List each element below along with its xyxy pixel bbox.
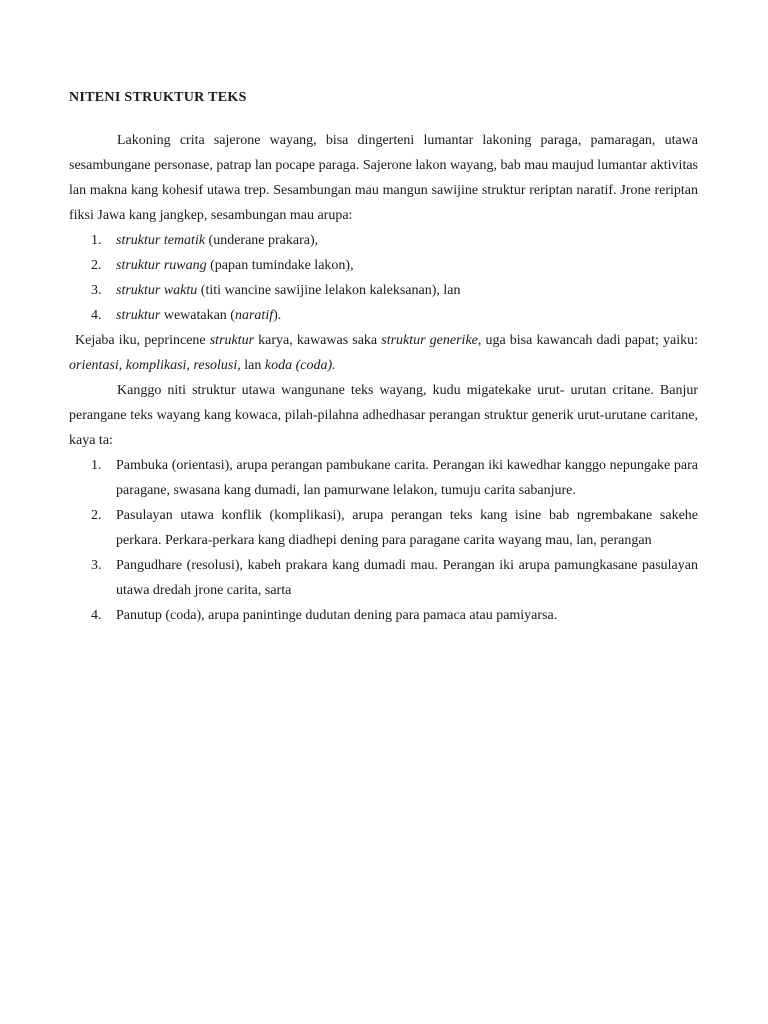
list-item-text: wewatakan ( [160, 308, 235, 323]
document-body [69, 88, 698, 628]
list-item [69, 253, 698, 278]
list-item-text: (papan tumindake lakon), [206, 258, 354, 273]
list-number: 1. [91, 233, 102, 248]
list-item-text: Pangudhare (resolusi), kabeh prakara kang dumadi mau. Perangan iki arupa pamungkasane pasulayan utawa dredah jrone carita, sarta [116, 558, 698, 598]
list-item-term: struktur ruwang [116, 258, 207, 273]
term: struktur generike [381, 333, 478, 348]
text-span: , uga bisa kawancah dadi papat; yaiku: [477, 333, 699, 348]
list-number: 1. [91, 458, 102, 473]
list-item-text: Pambuka (orientasi), arupa perangan pambukane carita. Perangan iki kawedhar kanggo nepungake para paragane, swasana kang dumadi, lan pamurwane lelakon, tumuju carita sabanjure. [116, 458, 698, 498]
list-number: 4. [91, 308, 102, 323]
text-span: lan [240, 358, 265, 373]
list-item-term: struktur [116, 308, 161, 323]
list-number: 2. [91, 508, 102, 523]
list-item-text: Pasulayan utawa konflik (komplikasi), arupa perangan teks kang isine bab ngrembakane sakehe perkara. Perkara-perkara kang diadhepi dening para paragane carita wayang mau, lan, perangan [116, 508, 698, 548]
list-item-term: naratif [234, 308, 274, 323]
list-item-text: ). [273, 308, 282, 323]
list-number: 4. [91, 608, 102, 623]
list-item-term: struktur waktu [116, 283, 198, 298]
list-number: 2. [91, 258, 102, 273]
list-item [69, 553, 698, 603]
term: koda (coda). [264, 358, 336, 373]
list-number: 3. [91, 283, 102, 298]
term: orientasi, komplikasi, resolusi, [69, 358, 241, 373]
list-item-term: struktur tematik [116, 233, 206, 248]
text-span: Kejaba iku, peprincene [75, 333, 210, 348]
list-item [69, 228, 698, 253]
list-item [69, 453, 698, 503]
list-item [69, 303, 698, 328]
paragraph-order: Kanggo niti struktur utawa wangunane teks wayang, kudu migatekake urut- urutan critane. Banjur perangane teks wayang kang kowaca, pilah-pilahna adhedhasar perangan struktur generik urut-urutane caritane, kaya ta: [69, 383, 698, 448]
paragraph-intro: Lakoning crita sajerone wayang, bisa dingerteni lumantar lakoning paraga, pamaragan, utawa sesambungane personase, patrap lan pocape paraga. Sajerone lakon wayang, bab mau maujud lumantar aktivitas lan makna kang kohesif utawa trep. Sesambungan mau mangun sawijine struktur reriptan naratif. Jrone reriptan fiksi Jawa kang jangkep, sesambungan mau arupa: [69, 133, 698, 223]
page-title: NITENI STRUKTUR TEKS [69, 90, 247, 105]
list-item-text: (titi wancine sawijine lelakon kaleksanan), lan [197, 283, 461, 298]
list-item [69, 603, 698, 628]
generic-structure-list [69, 453, 698, 628]
list-number: 3. [91, 558, 102, 573]
list-item [69, 503, 698, 553]
structure-list [69, 228, 698, 328]
paragraph-generic-structure [69, 328, 698, 378]
text-span: karya, kawawas saka [254, 333, 382, 348]
term: struktur [209, 333, 255, 348]
list-item [69, 278, 698, 303]
list-item-text: (underane prakara), [205, 233, 319, 248]
list-item-text: Panutup (coda), arupa panintinge dudutan dening para pamaca atau pamiyarsa. [116, 608, 558, 623]
